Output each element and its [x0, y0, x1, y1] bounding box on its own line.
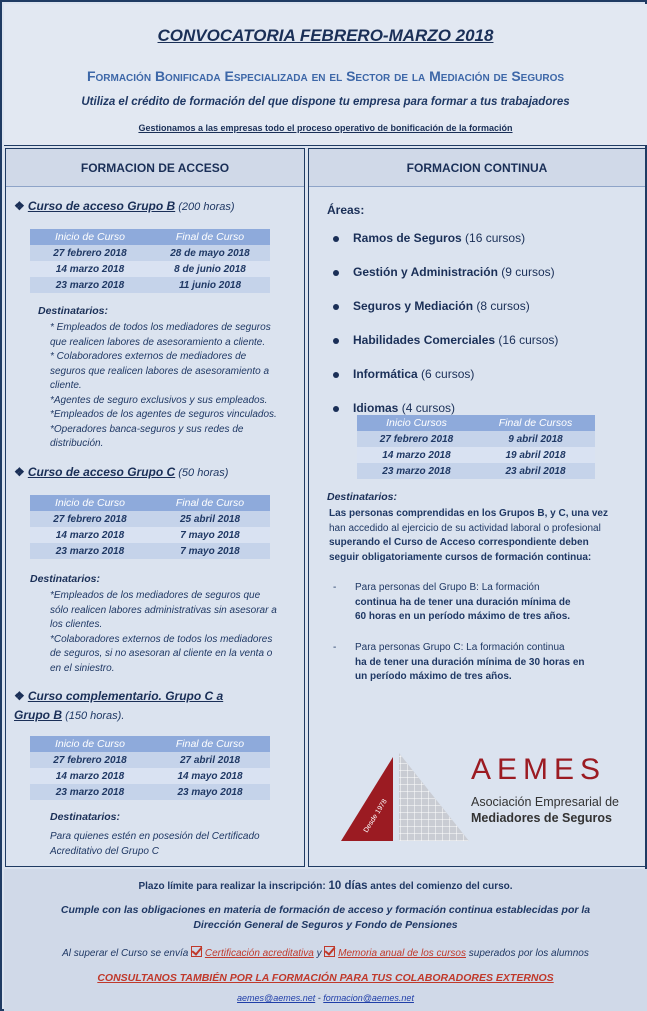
certificates-line: [4, 946, 647, 959]
logo-line2: Mediadores de Seguros: [471, 811, 613, 825]
column-header: Final de Curso: [150, 229, 270, 245]
diamond-bullet-icon: ❖: [14, 199, 25, 213]
footer: [4, 869, 647, 1011]
area-count: (8 cursos): [476, 299, 530, 313]
column-header: Final de Curso: [150, 495, 270, 511]
course-b-title-row: [14, 199, 304, 213]
diamond-bullet-icon: ❖: [14, 465, 25, 479]
table-row: [30, 752, 270, 768]
area-count: (16 cursos): [465, 231, 526, 245]
paragraph-line: superando el Curso de Acceso correspondiente deben: [329, 537, 589, 548]
requirement-line: un período máximo de tres años.: [355, 671, 512, 682]
recipient-line: *Empleados de los mediadores de seguros que: [50, 590, 261, 601]
course-b-title: Curso de acceso Grupo B: [27, 199, 176, 213]
table-row: [357, 463, 595, 479]
start-date: 14 marzo 2018: [30, 261, 150, 277]
area-count: (16 cursos): [498, 333, 559, 347]
deadline-text-end: antes del comienzo del curso.: [370, 881, 513, 892]
external-collaborators-banner: CONSULTANOS TAMBIÉN POR LA FORMACIÓN PARA TUS COLABORADORES EXTERNOS: [97, 972, 554, 984]
checkbox-checked-icon: [324, 946, 335, 957]
start-date: 23 marzo 2018: [30, 543, 150, 559]
diamond-bullet-icon: ❖: [14, 689, 25, 703]
area-name: Informática: [353, 367, 418, 381]
table-row: [30, 511, 270, 527]
course-c-title: Curso de acceso Grupo C: [27, 465, 176, 479]
recipient-line: en el siniestro.: [50, 662, 115, 674]
logo-line1: Asociación Empresarial de: [471, 795, 619, 809]
course-b-recipients: [50, 321, 302, 452]
tagline: Utiliza el crédito de formación del que dispone tu empresa para formar a tus trabajadores: [81, 96, 570, 108]
course-b-dates-table: [30, 229, 270, 293]
obligations-line: Cumple con las obligaciones en materia de formación de acceso y formación continua establecidas por la: [60, 904, 591, 916]
subtitle: Formación Bonificada Especializada en el Sector de la Mediación de Seguros: [86, 68, 565, 84]
annual-report-link[interactable]: Memoria anual de los cursos: [338, 948, 466, 959]
recipient-line: sólo realicen labores administrativas sin asesorar a: [50, 604, 277, 616]
access-training-heading: FORMACION DE ACCESO: [6, 149, 304, 187]
complementary-course-dates-table: [30, 736, 270, 800]
end-date: 25 abril 2018: [150, 511, 270, 527]
list-item: [333, 289, 558, 323]
end-date: 28 de mayo 2018: [150, 245, 270, 261]
recipient-line: distribución.: [50, 438, 104, 449]
list-item: [333, 221, 558, 255]
end-date: 11 junio 2018: [150, 277, 270, 293]
continuous-recipients-label: Destinatarios:: [327, 491, 398, 503]
start-date: 14 marzo 2018: [357, 447, 476, 463]
table-row: [30, 784, 270, 800]
recipient-line: Para quienes estén en posesión del Certificado: [50, 831, 260, 842]
end-date: 19 abril 2018: [476, 447, 595, 463]
deadline: [4, 880, 647, 892]
table-row: [30, 768, 270, 784]
recipient-line: * Colaboradores externos de mediadores de: [50, 351, 247, 362]
aemes-logo-mark-icon: [331, 749, 481, 845]
header: [4, 4, 647, 146]
send-text-end: superados por los alumnos: [468, 948, 589, 959]
end-date: 9 abril 2018: [476, 431, 595, 447]
end-date: 8 de junio 2018: [150, 261, 270, 277]
areas-list: [333, 221, 558, 425]
email-link[interactable]: formacion@aemes.net: [323, 993, 414, 1003]
recipient-line: *Empleados de los agentes de seguros vinculados.: [50, 409, 277, 420]
list-item: [333, 323, 558, 357]
paragraph-line: seguir obligatoriamente cursos de formación continua:: [329, 551, 592, 563]
start-date: 27 febrero 2018: [30, 245, 150, 261]
area-count: (6 cursos): [421, 367, 475, 381]
column-header: Inicio Cursos: [357, 415, 476, 431]
recipient-line: seguros que realicen labores de asesoramiento a: [50, 365, 270, 377]
start-date: 27 febrero 2018: [30, 752, 150, 768]
start-date: 14 marzo 2018: [30, 527, 150, 543]
certificate-link[interactable]: Certificación acreditativa: [204, 948, 314, 959]
obligations-line: Dirección General de Seguros y Fondo de Pensiones: [193, 919, 458, 931]
column-header: Inicio de Curso: [30, 495, 150, 511]
recipient-line: * Empleados de todos los mediadores de seguros: [50, 322, 271, 333]
course-c-recipients-label: Destinatarios:: [30, 573, 101, 585]
start-date: 27 febrero 2018: [30, 511, 150, 527]
complementary-course-title: Curso complementario. Grupo C a: [27, 689, 224, 703]
table-row: [30, 277, 270, 293]
requirement-line: Para personas Grupo C: La formación continua: [355, 642, 565, 653]
and-text: y: [316, 948, 322, 959]
obligations: [4, 903, 647, 933]
start-date: 27 febrero 2018: [357, 431, 476, 447]
management-note: Gestionamos a las empresas todo el proceso operativo de bonificación de la formación: [138, 123, 513, 133]
recipient-line: *Operadores banca-seguros y sus redes de: [50, 423, 244, 435]
area-name: Ramos de Seguros: [353, 231, 462, 245]
column-header: Inicio de Curso: [30, 229, 150, 245]
page-title: CONVOCATORIA FEBRERO-MARZO 2018: [157, 26, 494, 45]
table-row: [30, 543, 270, 559]
area-count: (9 cursos): [501, 265, 555, 279]
area-name: Seguros y Mediación: [353, 299, 474, 313]
end-date: 14 mayo 2018: [150, 768, 270, 784]
continuous-training-column: [308, 148, 646, 867]
group-b-requirement: [333, 581, 645, 625]
table-row: [30, 261, 270, 277]
requirement-line: ha de tener una duración mínima de 30 horas en: [355, 656, 585, 668]
complementary-recipients-label: Destinatarios:: [50, 811, 121, 823]
bullet-dot-icon: [333, 270, 339, 276]
area-name: Gestión y Administración: [353, 265, 498, 279]
course-c-hours: (50 horas): [178, 467, 229, 479]
paragraph-line: Las personas comprendidas en los Grupos B, y C, una vez: [329, 508, 608, 519]
table-row: [30, 527, 270, 543]
course-c-title-row: [14, 465, 304, 479]
continuous-dates-table: [357, 415, 595, 479]
complementary-course-title-line2: Grupo B: [14, 708, 62, 722]
recipient-line: de seguros, si no asesoran al cliente en la venta o: [50, 648, 273, 659]
table-row: [357, 447, 595, 463]
end-date: 23 abril 2018: [476, 463, 595, 479]
start-date: 23 marzo 2018: [357, 463, 476, 479]
end-date: 7 mayo 2018: [150, 527, 270, 543]
complementary-course-hours: (150 horas).: [65, 710, 125, 722]
bullet-dot-icon: [333, 406, 339, 412]
complementary-course-title-row: [14, 687, 304, 725]
deadline-text: Plazo límite para realizar la inscripción:: [138, 881, 326, 892]
column-header: Inicio de Curso: [30, 736, 150, 752]
table-row: [357, 431, 595, 447]
continuous-training-heading: FORMACION CONTINUA: [309, 149, 645, 187]
course-b-hours: (200 horas): [178, 201, 235, 213]
areas-label: Áreas:: [327, 203, 365, 217]
complementary-recipients: [50, 830, 302, 859]
checkbox-checked-icon: [191, 946, 202, 957]
dash-bullet: -: [333, 582, 337, 593]
bullet-dot-icon: [333, 372, 339, 378]
contact-emails: [4, 993, 647, 1003]
paragraph-line: han accedido al ejercicio de su actividad laboral o profesional: [329, 522, 601, 534]
end-date: 27 abril 2018: [150, 752, 270, 768]
requirement-line: 60 horas en un período máximo de tres años.: [355, 611, 571, 622]
column-header: Final de Curso: [150, 736, 270, 752]
access-training-column: [5, 148, 305, 867]
recipient-line: Acreditativo del Grupo C: [50, 845, 159, 857]
column-header: Final de Cursos: [476, 415, 595, 431]
deadline-days: 10 días: [328, 880, 368, 892]
recipient-line: los clientes.: [50, 619, 103, 630]
logo-name: AEMES: [471, 753, 607, 786]
start-date: 23 marzo 2018: [30, 277, 150, 293]
recipient-line: cliente.: [50, 380, 82, 391]
start-date: 23 marzo 2018: [30, 784, 150, 800]
bullet-dot-icon: [333, 304, 339, 310]
separator: -: [317, 993, 321, 1003]
bullet-dot-icon: [333, 236, 339, 242]
bullet-dot-icon: [333, 338, 339, 344]
requirement-line: Para personas del Grupo B: La formación: [355, 582, 540, 593]
course-b-recipients-label: Destinatarios:: [38, 305, 109, 317]
end-date: 23 mayo 2018: [150, 784, 270, 800]
list-item: [333, 255, 558, 289]
logo-since: Desde 1978: [362, 798, 389, 835]
area-name: Habilidades Comerciales: [353, 333, 496, 347]
end-date: 7 mayo 2018: [150, 543, 270, 559]
course-c-recipients: [50, 589, 302, 676]
recipient-line: *Colaboradores externos de todos los mediadores: [50, 633, 273, 645]
start-date: 14 marzo 2018: [30, 768, 150, 784]
course-c-dates-table: [30, 495, 270, 559]
area-name: Idiomas: [353, 401, 399, 415]
aemes-logo: [331, 749, 641, 859]
continuous-recipients-paragraph: [329, 507, 643, 565]
list-item: [333, 357, 558, 391]
group-c-requirement: [333, 641, 645, 685]
table-row: [30, 245, 270, 261]
send-text: Al superar el Curso se envía: [62, 948, 189, 959]
dash-bullet: -: [333, 642, 337, 653]
recipient-line: que realicen labores de asesoramiento a cliente.: [50, 336, 266, 348]
requirement-line: continua ha de tener una duración mínima de: [355, 596, 571, 608]
email-link[interactable]: aemes@aemes.net: [237, 993, 316, 1003]
recipient-line: *Agentes de seguro exclusivos y sus empleados.: [50, 394, 268, 406]
area-count: (4 cursos): [401, 401, 456, 415]
